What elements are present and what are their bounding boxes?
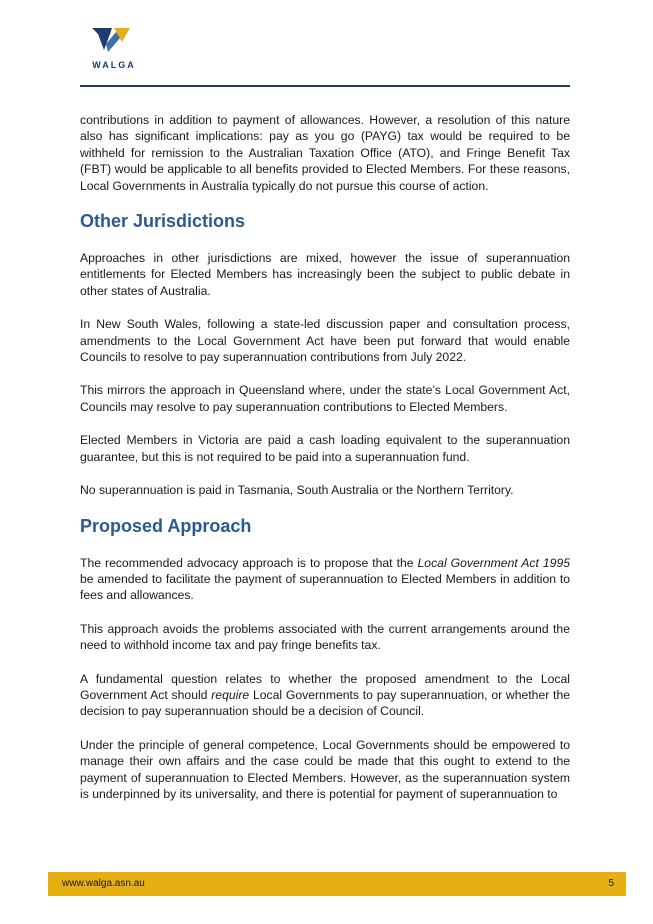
paragraph: No superannuation is paid in Tasmania, South Australia or the Northern Territory. xyxy=(80,483,514,498)
section-heading-proposed-approach: Proposed Approach xyxy=(80,515,252,536)
paragraph: Under the principle of general competence, Local Governments should be empowered to manage their own affairs and the case could be made that this ought to extend to the payment of superannuation to Elected Members. However, as the superannuation system is underpinned by its universality, and there is potential for payment of superannuation to xyxy=(80,737,570,801)
emphasis: require xyxy=(211,687,250,702)
text-span: be amended to facilitate the payment of superannuation to Elected Members in addition to fees and allowances. xyxy=(80,571,570,603)
paragraph: In New South Wales, following a state-led discussion paper and consultation process, amendments to the Local Government Act have been put forward that would enable Councils to resolve to pay superannuation contributions from July 2022. xyxy=(80,317,570,365)
paragraph: This approach avoids the problems associated with the current arrangements around the need to withhold income tax and pay fringe benefits tax. xyxy=(80,621,570,653)
header-divider xyxy=(80,85,570,87)
paragraph: Elected Members in Victoria are paid a cash loading equivalent to the superannuation guarantee, but this is not required to be paid into a superannuation fund. xyxy=(80,433,570,464)
section-heading-other-jurisdictions: Other Jurisdictions xyxy=(80,211,246,232)
walga-logo-icon xyxy=(92,26,136,58)
footer-url[interactable]: www.walga.asn.au xyxy=(62,878,145,889)
page-content xyxy=(80,112,570,819)
text-span: Local Governments to pay superannuation, or whether the decision to pay superannuation should be a decision of Council. xyxy=(80,687,570,719)
act-title: Local Government Act 1995 xyxy=(417,555,571,570)
text-span: A fundamental question relates to whether the proposed amendment to the Local Government Act should xyxy=(80,671,570,702)
paragraph: This mirrors the approach in Queensland where, under the state’s Local Government Act, Councils may resolve to pay superannuation contributions to Elected Members. xyxy=(80,383,570,414)
intro-paragraph: contributions in addition to payment of allowances. However, a resolution of this nature also has significant implications: pay as you go (PAYG) tax would be required to be withheld for remission to the Australian Taxation Office (ATO), and Fringe Benefit Tax (FBT) would be applicable to all benefits provided to Elected Members. For these reasons, Local Governments in Australia typically do not pursue this course of action. xyxy=(80,113,570,193)
paragraph xyxy=(80,555,570,604)
paragraph xyxy=(80,671,570,720)
text-span: The recommended advocacy approach is to propose that the xyxy=(80,555,418,570)
paragraph: Approaches in other jurisdictions are mixed, however the issue of superannuation entitlements for Elected Members has increasingly been the subject to public debate in other states of Australia. xyxy=(80,251,570,298)
footer-bar xyxy=(48,872,626,896)
logo-text: WALGA xyxy=(92,60,136,70)
walga-logo xyxy=(86,26,142,76)
page-number: 5 xyxy=(608,878,614,889)
